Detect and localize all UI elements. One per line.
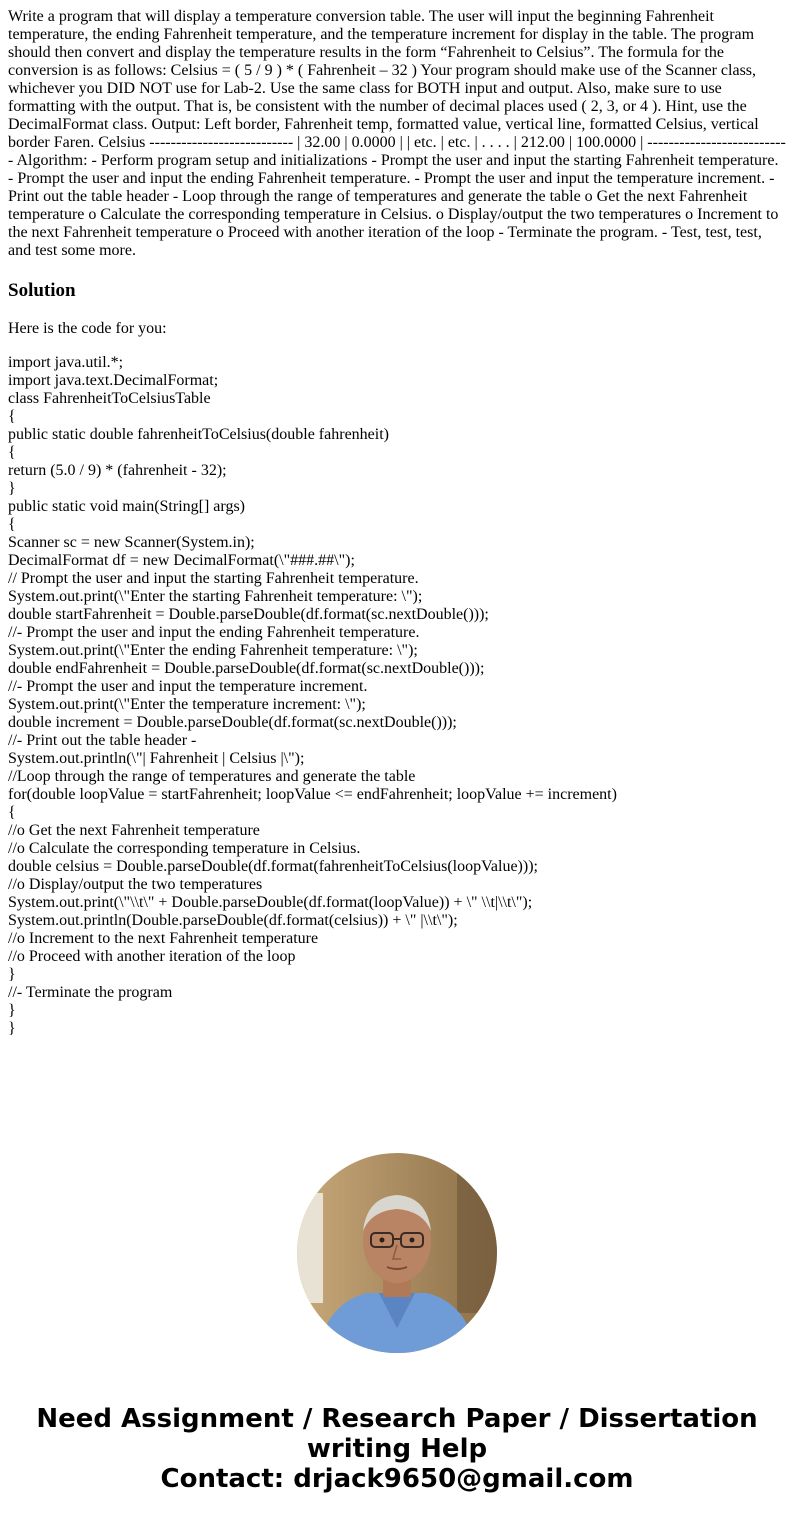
code-line: }: [8, 480, 16, 497]
code-line: }: [8, 1020, 16, 1037]
code-line: class FahrenheitToCelsiusTable: [8, 390, 211, 407]
code-line: {: [8, 516, 16, 533]
solution-heading: Solution: [8, 280, 76, 301]
page-content: [8, 8, 786, 1038]
code-line: {: [8, 408, 16, 425]
code-line: //Loop through the range of temperatures and generate the table: [8, 768, 416, 785]
code-line: //o Get the next Fahrenheit temperature: [8, 822, 260, 839]
code-line: }: [8, 1002, 16, 1019]
code-line: {: [8, 444, 16, 461]
promo-banner: [0, 1404, 794, 1494]
code-line: //o Proceed with another iteration of the loop: [8, 948, 296, 965]
code-line: System.out.print(\"Enter the temperature increment: \");: [8, 696, 366, 713]
code-line: //- Prompt the user and input the ending Fahrenheit temperature.: [8, 624, 420, 641]
code-line: //- Print out the table header -: [8, 732, 197, 749]
code-line: import java.util.*;: [8, 354, 124, 371]
code-line: // Prompt the user and input the starting Fahrenheit temperature.: [8, 570, 419, 587]
code-line: //o Display/output the two temperatures: [8, 876, 263, 893]
code-line: double endFahrenheit = Double.parseDouble(df.format(sc.nextDouble()));: [8, 660, 485, 677]
promo-line-3: Contact: drjack9650@gmail.com: [160, 1464, 634, 1494]
code-line: public static void main(String[] args): [8, 498, 245, 515]
code-line: public static double fahrenheitToCelsius(double fahrenheit): [8, 426, 389, 443]
code-line: double startFahrenheit = Double.parseDouble(df.format(sc.nextDouble()));: [8, 606, 489, 623]
code-line: //o Increment to the next Fahrenheit temperature: [8, 930, 319, 947]
code-line: System.out.println(\"| Fahrenheit | Celsius |\");: [8, 750, 305, 767]
promo-line-2: writing Help: [306, 1434, 488, 1464]
code-line: System.out.println(Double.parseDouble(df.format(celsius)) + \" |\\t\");: [8, 912, 458, 929]
promo-line-1: Need Assignment / Research Paper / Dissertation: [36, 1404, 758, 1434]
author-portrait-image: [297, 1153, 497, 1353]
code-line: Scanner sc = new Scanner(System.in);: [8, 534, 255, 551]
code-line: DecimalFormat df = new DecimalFormat(\"###.##\");: [8, 552, 355, 569]
code-line: //o Calculate the corresponding temperature in Celsius.: [8, 840, 361, 857]
solution-intro: Here is the code for you:: [8, 320, 167, 337]
avatar: [297, 1153, 497, 1353]
code-line: double increment = Double.parseDouble(df.format(sc.nextDouble()));: [8, 714, 457, 731]
code-line: System.out.print(\"\\t\" + Double.parseDouble(df.format(loopValue)) + \" \\t|\\t\");: [8, 894, 533, 911]
code-line: System.out.print(\"Enter the ending Fahrenheit temperature: \");: [8, 642, 418, 659]
question-text: Write a program that will display a temperature conversion table. The user will input the beginning Fahrenheit temperature, the ending Fahrenheit temperature, and the temperature increment for display in the table. The program should then convert and display the temperature results in the form “Fahrenheit to Celsius”. The formula for the conversion is as follows: Celsius = ( 5 / 9 ) * ( Fahrenheit – 32 ) Your program should make use of the Scanner class, whichever you DID NOT use for Lab-2. Use the same class for BOTH input and output. Also, make sure to use formatting with the output. That is, be consistent with the number of decimal places used ( 2, 3, or 4 ). Hint, use the DecimalFormat class. Output: Left border, Fahrenheit temp, formatted value, vertical line, formatted Celsius, vertical border Faren. Celsius --------------------------- | 32.00 | 0.0000 | | etc. | etc. | . . . . | 212.00 | 100.0000 | --------------------------- Algorithm: - Perform program setup and initializations - Prompt the user and input the starting Fahrenheit temperature. - Prompt the user and input the ending Fahrenheit temperature. - Prompt the user and input the temperature increment. - Print out the table header - Loop through the range of temperatures and generate the table o Get the next Fahrenheit temperature o Calculate the corresponding temperature in Celsius. o Display/output the two temperatures o Increment to the next Fahrenheit temperature o Proceed with another iteration of the loop - Terminate the program. - Test, test, test, and test some more.: [8, 8, 786, 259]
code-block: [8, 354, 786, 1038]
code-line: {: [8, 804, 16, 821]
code-line: //- Terminate the program: [8, 984, 173, 1001]
code-line: import java.text.DecimalFormat;: [8, 372, 219, 389]
code-line: //- Prompt the user and input the temperature increment.: [8, 678, 368, 695]
code-line: System.out.print(\"Enter the starting Fahrenheit temperature: \");: [8, 588, 423, 605]
code-line: }: [8, 966, 16, 983]
code-line: double celsius = Double.parseDouble(df.format(fahrenheitToCelsius(loopValue)));: [8, 858, 538, 875]
code-line: for(double loopValue = startFahrenheit; loopValue <= endFahrenheit; loopValue += increment): [8, 786, 617, 803]
code-line: return (5.0 / 9) * (fahrenheit - 32);: [8, 462, 227, 479]
